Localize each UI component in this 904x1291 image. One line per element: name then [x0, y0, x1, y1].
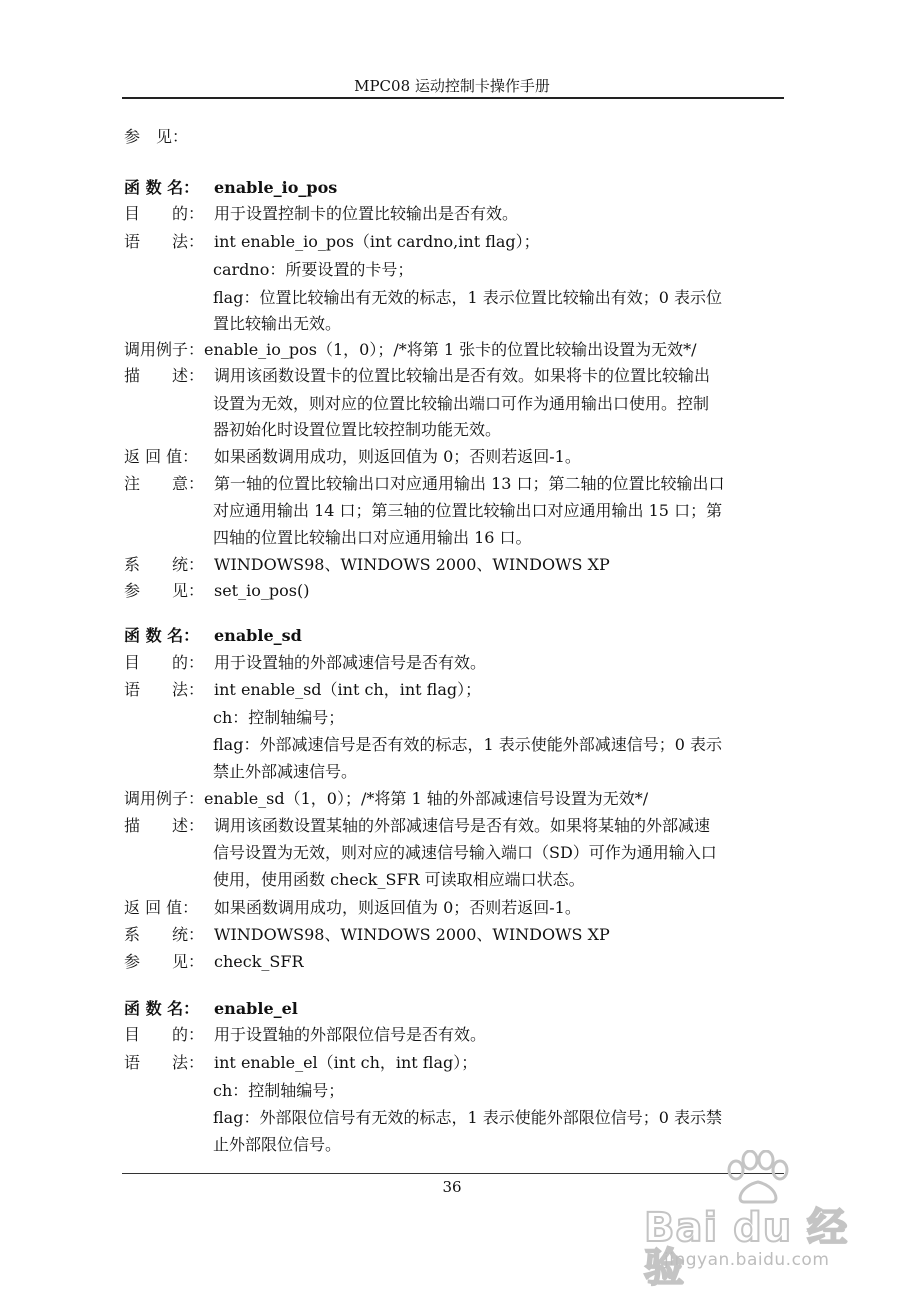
param-line: 禁止外部减速信号。: [213, 762, 358, 781]
return-line: [124, 447, 786, 467]
function-name-line: [124, 626, 786, 646]
watermark-url: jingyan.baidu.com: [664, 1250, 830, 1270]
description-line: [124, 366, 786, 386]
param-line: flag：外部限位信号有无效的标志，1 表示使能外部限位信号；0 表示禁: [213, 1108, 722, 1127]
example-text: enable_sd（1，0）；/*将第 1 轴的外部减速信号设置为无效*/: [204, 789, 649, 808]
purpose-label: 目 的：: [124, 204, 205, 223]
description-line: 器初始化时设置位置比较控制功能无效。: [213, 420, 502, 439]
note-text: 第一轴的位置比较输出口对应通用输出 13 口；第二轴的位置比较输出口: [214, 474, 725, 493]
description-label: 描 述：: [124, 816, 205, 835]
purpose-label: 目 的：: [124, 1025, 205, 1044]
syntax-line: [124, 232, 786, 252]
description-text: 调用该函数设置卡的位置比较输出是否有效。如果将卡的位置比较输出: [214, 366, 711, 385]
system-text: WINDOWS98、WINDOWS 2000、WINDOWS XP: [214, 555, 610, 574]
see-label: 参 见：: [124, 127, 189, 146]
system-line: [124, 555, 786, 575]
description-line: 使用，使用函数 check_SFR 可读取相应端口状态。: [213, 870, 585, 889]
purpose-line: [124, 1025, 786, 1045]
purpose-text: 用于设置轴的外部减速信号是否有效。: [214, 653, 487, 672]
see-also-label: 参 见：: [124, 581, 205, 600]
top-see-line: [124, 127, 786, 147]
description-line: 设置为无效，则对应的位置比较输出端口可作为通用输出口使用。控制: [213, 394, 710, 413]
note-line: 四轴的位置比较输出口对应通用输出 16 口。: [213, 528, 532, 547]
syntax-line: [124, 1053, 786, 1073]
see-also-line: [124, 952, 786, 972]
system-text: WINDOWS98、WINDOWS 2000、WINDOWS XP: [214, 925, 610, 944]
purpose-label: 目 的：: [124, 653, 205, 672]
syntax-text: int enable_el（int ch，int flag）；: [214, 1053, 478, 1072]
system-line: [124, 925, 786, 945]
syntax-label: 语 法：: [124, 1053, 205, 1072]
param-line: 置比较输出无效。: [213, 314, 342, 333]
function-name-line: [124, 999, 786, 1019]
param-line: flag：外部减速信号是否有效的标志，1 表示使能外部减速信号；0 表示: [213, 735, 722, 754]
purpose-text: 用于设置轴的外部限位信号是否有效。: [214, 1025, 487, 1044]
param-line: ch：控制轴编号；: [213, 1081, 345, 1100]
description-text: 调用该函数设置某轴的外部减速信号是否有效。如果将某轴的外部减速: [214, 816, 711, 835]
description-line: 信号设置为无效，则对应的减速信号输入端口（SD）可作为通用输入口: [213, 843, 717, 862]
syntax-text: int enable_io_pos（int cardno,int flag）；: [214, 232, 540, 251]
example-text: enable_io_pos（1，0）；/*将第 1 张卡的位置比较输出设置为无效*/: [204, 340, 697, 359]
purpose-text: 用于设置控制卡的位置比较输出是否有效。: [214, 204, 519, 223]
example-label: 调用例子：: [124, 789, 205, 808]
watermark-brand: Bai du 经验: [644, 1205, 849, 1291]
function-name: enable_el: [214, 999, 298, 1018]
description-line: [124, 816, 786, 836]
example-label: 调用例子：: [124, 340, 205, 359]
function-name-label: 函 数 名：: [124, 178, 200, 197]
function-name-label: 函 数 名：: [124, 999, 200, 1018]
see-also-line: [124, 581, 786, 601]
return-text: 如果函数调用成功，则返回值为 0；否则若返回-1。: [214, 447, 581, 466]
example-line: [124, 789, 786, 809]
param-line: flag：位置比较输出有无效的标志，1 表示位置比较输出有效；0 表示位: [213, 288, 722, 307]
function-name-line: [124, 178, 786, 198]
syntax-label: 语 法：: [124, 680, 205, 699]
return-line: [124, 898, 786, 918]
param-line: 止外部限位信号。: [213, 1135, 342, 1154]
syntax-label: 语 法：: [124, 232, 205, 251]
note-line: [124, 474, 786, 494]
paw-icon: [722, 1150, 792, 1208]
note-label: 注 意：: [124, 474, 205, 493]
system-label: 系 统：: [124, 925, 205, 944]
purpose-line: [124, 653, 786, 673]
description-label: 描 述：: [124, 366, 205, 385]
baidu-jingyan-watermark: [644, 1150, 874, 1291]
system-label: 系 统：: [124, 555, 205, 574]
purpose-line: [124, 204, 786, 224]
return-text: 如果函数调用成功，则返回值为 0；否则若返回-1。: [214, 898, 581, 917]
return-label: 返 回 值：: [124, 447, 199, 466]
header-rule: [122, 97, 784, 99]
example-line: [124, 340, 786, 360]
function-name-label: 函 数 名：: [124, 626, 200, 645]
param-line: ch：控制轴编号；: [213, 708, 345, 727]
return-label: 返 回 值：: [124, 898, 199, 917]
page-header-title: MPC08 运动控制卡操作手册: [354, 77, 550, 95]
see-also-text: check_SFR: [214, 952, 304, 971]
see-also-label: 参 见：: [124, 952, 205, 971]
note-line: 对应通用输出 14 口；第三轴的位置比较输出口对应通用输出 15 口；第: [213, 501, 723, 520]
param-line: cardno：所要设置的卡号；: [213, 260, 414, 279]
page-number: 36: [442, 1178, 462, 1196]
syntax-line: [124, 680, 786, 700]
syntax-text: int enable_sd（int ch，int flag）；: [214, 680, 482, 699]
function-name: enable_io_pos: [214, 178, 338, 197]
see-also-text: set_io_pos(): [214, 581, 310, 600]
function-name: enable_sd: [214, 626, 302, 645]
